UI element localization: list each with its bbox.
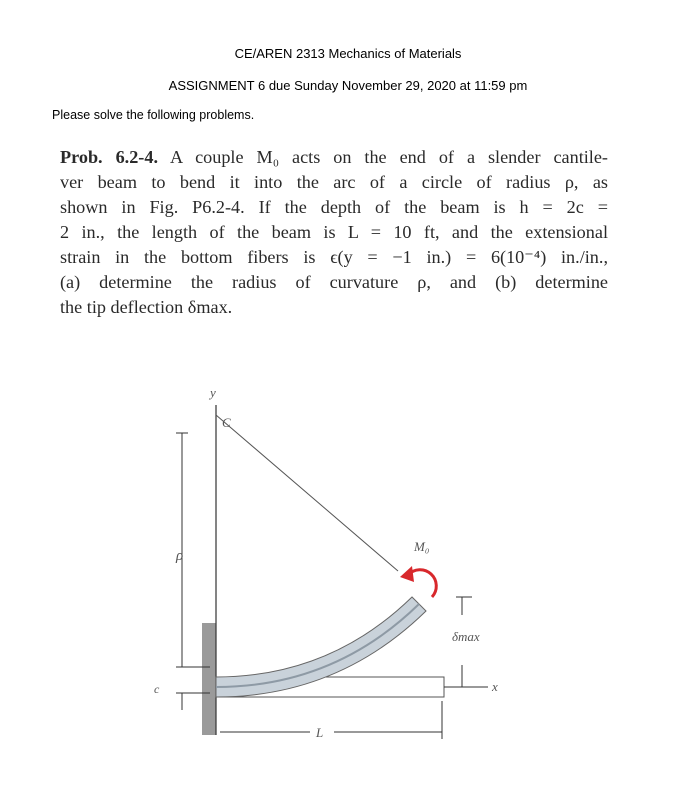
problem-line-1: Prob. 6.2-4. A couple M₀ acts on the end of a slender cantile- [60, 147, 608, 167]
bent-beam [216, 597, 426, 697]
problem-line-5: strain in the bottom fibers is ϵ(y = −1 in.) = 6(10⁻⁴) in./in., [60, 247, 608, 267]
problem-line-4: 2 in., the length of the beam is L = 10 ft, and the extensional [60, 222, 608, 242]
course-title: CE/AREN 2313 Mechanics of Materials [234, 46, 462, 61]
delta-max-label: δmax [452, 629, 480, 644]
problem-label: Prob. 6.2-4. [60, 147, 159, 167]
c-label: c [154, 682, 160, 696]
length-label: L [316, 725, 324, 740]
moment-label: M₀ [414, 539, 430, 554]
problem-statement [60, 145, 608, 320]
moment-arrowhead [400, 566, 414, 582]
problem-line-2: ver beam to bend it into the arc of a circle of radius ρ, as [60, 172, 608, 192]
problem-line-7: the tip deflection δmax. [60, 297, 233, 317]
problem-line-3: shown in Fig. P6.2-4. If the depth of the beam is h = 2c = [60, 197, 608, 217]
assignment-due: ASSIGNMENT 6 due Sunday November 29, 2020 at 11:59 pm [168, 78, 528, 93]
center-label: C [222, 415, 231, 430]
rho-label: ρ [176, 548, 184, 564]
wall-support [202, 623, 216, 735]
beam-figure [140, 375, 520, 755]
instructions: Please solve the following problems. [52, 108, 255, 122]
problem-line-6: (a) determine the radius of curvature ρ, and (b) determine [60, 272, 608, 292]
x-axis-label: x [492, 679, 498, 694]
y-axis-label: y [210, 385, 216, 400]
radius-line [216, 415, 398, 571]
